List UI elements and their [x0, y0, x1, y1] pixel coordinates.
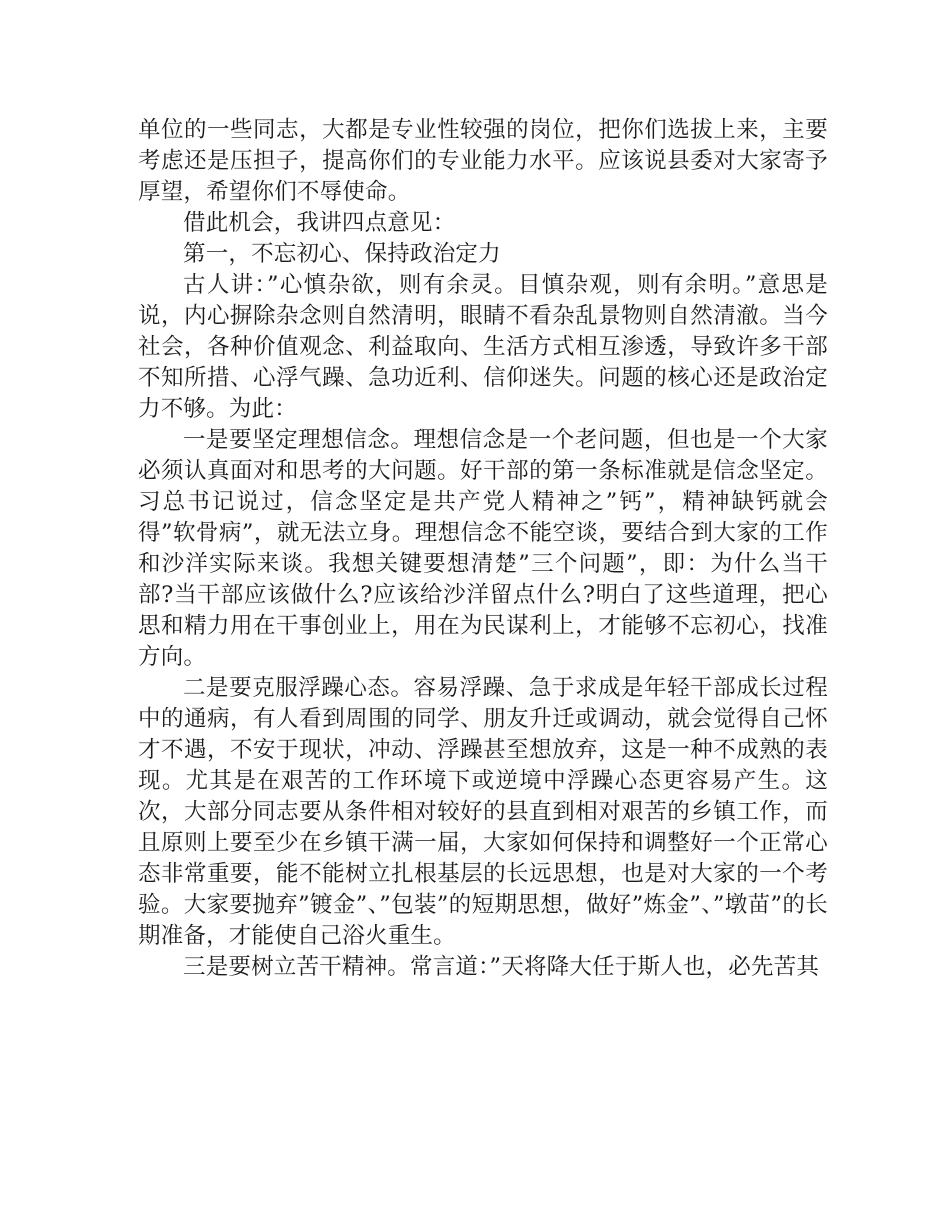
- paragraph: 单位的一些同志，大都是专业性较强的岗位，把你们选拔上来，主要考虑还是压担子，提高你们的专业能力水平。应该说县委对大家寄予厚望，希望你们不辱使命。: [138, 117, 828, 205]
- paragraph: 三是要树立苦干精神。常言道：”天将降大任于斯人也，必先苦其: [183, 954, 820, 980]
- paragraph: 二是要克服浮躁心态。容易浮躁、急于求成是年轻干部成长过程中的通病，有人看到周围的同学、朋友升迁或调动，就会觉得自己怀才不遇，不安于现状，冲动、浮躁甚至想放弃，这是一种不成熟的表现。尤其是在艰苦的工作环境下或逆境中浮躁心态更容易产生。这次，大部分同志要从条件相对较好的县直到相对艰苦的乡镇工作，而且原则上要至少在乡镇干满一届，大家如何保持和调整好一个正常心态非常重要，能不能树立扎根基层的长远思想，也是对大家的一个考验。大家要抛弃”镀金”、”包装”的短期思想，做好”炼金”、”墩苗”的长期准备，才能使自己浴火重生。: [138, 675, 828, 949]
- paragraph: 一是要坚定理想信念。理想信念是一个老问题，但也是一个大家必须认真面对和思考的大问题。好干部的第一条标准就是信念坚定。习总书记说过，信念坚定是共产党人精神之”钙”，精神缺钙就会得”软骨病”，就无法立身。理想信念不能空谈，要结合到大家的工作和沙洋实际来谈。我想关键要想清楚”三个问题”，即：为什么当干部?当干部应该做什么?应该给沙洋留点什么?明白了这些道理，把心思和精力用在干事创业上，用在为民谋利上，才能够不忘初心，找准方向。: [138, 427, 828, 670]
- section-heading: 第一，不忘初心、保持政治定力: [183, 241, 501, 267]
- paragraph: 借此机会，我讲四点意见：: [183, 210, 456, 236]
- document-body: [138, 115, 828, 983]
- paragraph: 古人讲：”心慎杂欲，则有余灵。目慎杂观，则有余明。”意思是说，内心摒除杂念则自然清明，眼睛不看杂乱景物则自然清澈。当今社会，各种价值观念、利益取向、生活方式相互渗透，导致许多干部不知所措、心浮气躁、急功近利、信仰迷失。问题的核心还是政治定力不够。为此：: [138, 272, 828, 422]
